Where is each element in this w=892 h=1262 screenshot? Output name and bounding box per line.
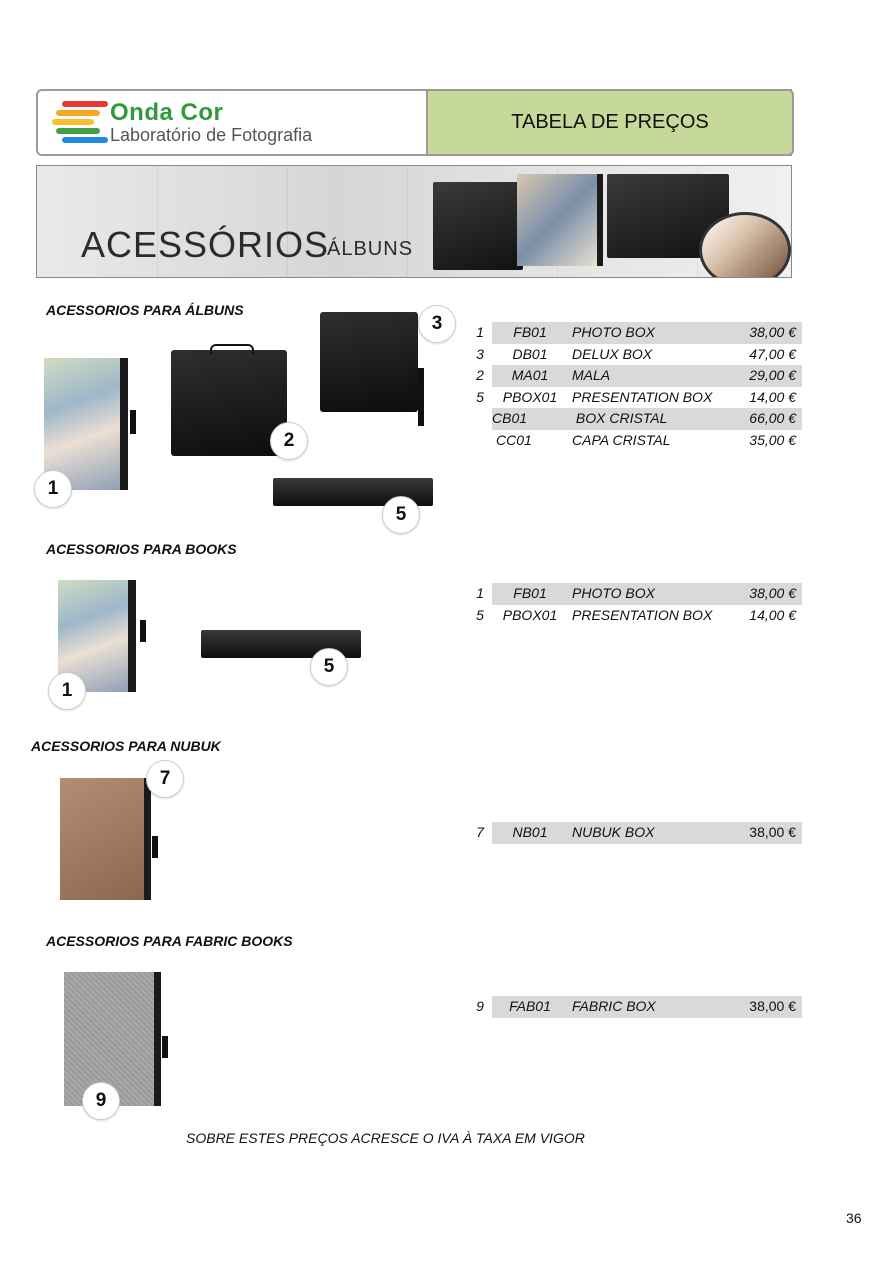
section-title-books: ACESSORIOS PARA BOOKS [46, 541, 237, 557]
strap [152, 836, 158, 858]
page-number: 36 [846, 1210, 862, 1226]
strap [418, 368, 424, 426]
logo-stripe [56, 110, 100, 116]
table-row: 5 PBOX01 PRESENTATION BOX 14,00 € [476, 388, 796, 405]
logo-stripe [62, 137, 108, 143]
logo-stripe [62, 101, 108, 107]
price-table-books [474, 583, 802, 626]
item-badge-1: 1 [48, 672, 86, 710]
strap [130, 410, 136, 434]
section-title-albuns: ACESSORIOS PARA ÁLBUNS [46, 302, 244, 318]
price-table-albuns [474, 322, 802, 451]
banner-photo-book-image [517, 174, 603, 266]
banner-delux-box-image [433, 182, 523, 270]
banner-title: ACESSÓRIOS [81, 224, 330, 265]
item-badge-5: 5 [310, 648, 348, 686]
logo-icon [52, 99, 112, 145]
item-badge-5: 5 [382, 496, 420, 534]
item-badge-7: 7 [146, 760, 184, 798]
price-table-label: TABELA DE PREÇOS [426, 89, 794, 156]
strap [140, 620, 146, 642]
item-badge-2: 2 [270, 422, 308, 460]
table-row: 2 MA01 MALA 29,00 € [474, 365, 802, 387]
item-badge-9: 9 [82, 1082, 120, 1120]
price-table-nubuk [474, 822, 802, 844]
item-badge-3: 3 [418, 305, 456, 343]
nubuk-box-image [60, 778, 151, 900]
table-row: 1 FB01 PHOTO BOX 38,00 € [474, 583, 802, 605]
section-title-nubuk: ACESSORIOS PARA NUBUK [31, 738, 221, 754]
banner-circle-image [699, 212, 791, 278]
table-row: CC01 CAPA CRISTAL 35,00 € [496, 431, 796, 448]
logo-stripe [56, 128, 100, 134]
table-row: 5 PBOX01 PRESENTATION BOX 14,00 € [476, 606, 796, 623]
table-row: 3 DB01 DELUX BOX 47,00 € [476, 345, 796, 362]
brand-subtitle: Laboratório de Fotografia [110, 125, 313, 145]
item-badge-1: 1 [34, 470, 72, 508]
delux-box-image [320, 312, 418, 412]
page-header [36, 89, 792, 156]
price-table-fabric [474, 996, 802, 1018]
vat-footnote: SOBRE ESTES PREÇOS ACRESCE O IVA À TAXA EM VIGOR [186, 1130, 585, 1146]
section-title-fabric-books: ACESSORIOS PARA FABRIC BOOKS [46, 933, 293, 949]
table-row: 9 FAB01 FABRIC BOX 38,00 € [474, 996, 802, 1018]
table-row: CB01 BOX CRISTAL 66,00 € [474, 408, 802, 430]
case-handle [210, 344, 254, 354]
logo-stripe [52, 119, 94, 125]
banner-subtitle: ÁLBUNS [327, 238, 414, 260]
banner [36, 165, 792, 278]
brand-name: Onda Cor [110, 99, 224, 126]
table-row: 1 FB01 PHOTO BOX 38,00 € [474, 322, 802, 344]
table-row: 7 NB01 NUBUK BOX 38,00 € [474, 822, 802, 844]
strap [162, 1036, 168, 1058]
